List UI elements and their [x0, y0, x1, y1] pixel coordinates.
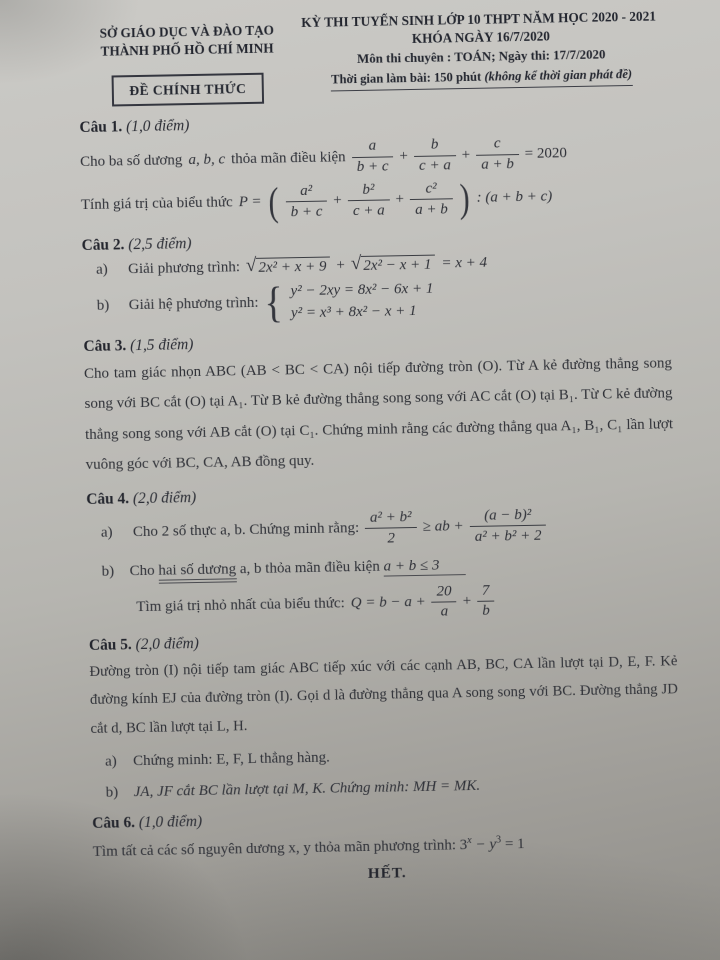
item-label: b)	[96, 297, 110, 314]
exam-header	[78, 8, 668, 107]
question-2-heading	[81, 226, 669, 255]
question-4b	[87, 549, 675, 584]
sqrt-radical: √ 2x² − x + 1	[351, 254, 436, 275]
question-1-heading	[79, 109, 667, 138]
fraction: $\frac{a}{b + c}$	[351, 138, 393, 176]
question-6-heading	[92, 804, 680, 833]
question-points: (1,0 điểm)	[138, 812, 203, 831]
fraction: $\frac{7}{b}$	[477, 582, 495, 620]
math-tail: : (a + b + c)	[476, 188, 553, 207]
question-points: (2,0 điểm)	[132, 488, 197, 508]
math-tail: = 1	[501, 835, 525, 853]
question-5	[89, 626, 680, 804]
sqrt-radical: √ 2x² + x + 9	[246, 256, 331, 277]
question-3-body: Cho tam giác nhọn ABC (AB < BC < CA) nội tiếp đường tròn (O). Từ A kẻ đường thẳng song song với BC cắt (O) tại A₁. Từ B kẻ đường thẳng song song với AC cắt (O) tại B₁. Từ C kẻ đường thẳng song song với AB cắt (O) tại C₁. Chứng minh rằng các đường thẳng qua A₁, B₁, C₁ lần lượt vuông góc với BC, CA, AB đồng quy.	[83, 354, 674, 474]
question-5-body: Đường tròn (I) nội tiếp tam giác ABC tiếp xúc với các cạnh AB, BC, CA lần lượt tại D, E, F. Kẻ đường kính EJ của đường tròn (I). Gọi d là đường thẳng qua A song song với BC. Đường thẳng JD cắt d, BC lần lượt tại L, H.	[89, 653, 679, 737]
text: Tìm giá trị nhỏ nhất của biểu thức:	[136, 595, 345, 615]
item-label: a)	[95, 261, 108, 278]
org-line2: THÀNH PHỐ HỒ CHÍ MINH	[100, 40, 274, 59]
header-right-block	[295, 8, 667, 103]
question-1	[79, 109, 669, 225]
plus-sign: +	[333, 192, 342, 209]
subject-line: Môn thi chuyên : TOÁN; Ngày thi: 17/7/2020	[356, 47, 606, 66]
question-4	[86, 480, 676, 627]
equation-system	[290, 280, 433, 322]
header-left-block	[78, 15, 298, 107]
plus-sign: +	[336, 257, 346, 274]
question-points: (2,5 điểm)	[128, 234, 192, 253]
question-5a	[91, 739, 679, 774]
question-2	[81, 226, 671, 326]
question-label: Câu 4.	[86, 490, 130, 508]
official-exam-box: ĐỀ CHÍNH THỨC	[111, 73, 265, 107]
question-label: Câu 2.	[81, 235, 125, 254]
item-label: b)	[105, 784, 119, 801]
text: Giải phương trình:	[127, 259, 241, 278]
text: Tìm tất cả các số nguyên dương x, y thỏa mãn phương trình:	[92, 837, 460, 860]
math-rhs: = x + 4	[441, 254, 488, 272]
question-label: Câu 5.	[88, 636, 132, 655]
math-base: 3	[459, 836, 468, 854]
question-points: (1,0 điểm)	[125, 117, 190, 136]
plus-sign: +	[462, 592, 472, 609]
plus-sign: +	[399, 147, 409, 164]
plus-sign: +	[395, 191, 405, 208]
fraction: $\frac{\text{a²}}{b + c}$	[285, 183, 327, 221]
exam-session: KHÓA NGÀY 16/7/2020	[411, 28, 551, 46]
fraction: $\frac{20}{a}$	[431, 583, 457, 621]
math-exponent: x	[467, 834, 472, 846]
duration-line	[331, 67, 632, 92]
math-vars: a, b, c	[188, 151, 226, 168]
question-label: Câu 6.	[92, 813, 136, 832]
math-exponent: 3	[495, 834, 502, 846]
system-eq-1: y² − 2xy = 8x² − 6x + 1	[290, 280, 434, 299]
duration-line-wrap	[296, 64, 666, 92]
item-label: b)	[101, 563, 115, 580]
duration-note: (không kể thời gian phát đề)	[484, 66, 633, 84]
fraction: $\frac{b}{c + a}$	[414, 137, 456, 175]
math-middle: ≥ ab +	[422, 518, 464, 536]
end-of-exam-mark: HẾT.	[367, 863, 407, 882]
duration-text: Thời gian làm bài: 150 phút	[331, 69, 485, 87]
fraction: $\frac{\text{b²}}{c + a}$	[347, 181, 389, 219]
math-middle: − y	[471, 836, 497, 853]
fraction: $\frac{\text{c²}}{a + b}$	[410, 180, 453, 218]
text: thỏa mãn điều kiện	[230, 148, 346, 168]
text: Tính giá trị của biểu thức	[80, 194, 233, 214]
underlined-text: hai số dương	[158, 561, 236, 583]
text: Cho	[129, 562, 159, 579]
question-6	[92, 804, 681, 864]
question-1-condition	[80, 133, 669, 181]
question-points: (2,0 điểm)	[135, 635, 200, 654]
question-2a	[82, 250, 670, 281]
fraction: $\frac{\text{a² + b²}}{2}$	[365, 509, 417, 548]
exam-title: KỲ THI TUYỂN SINH LỚP 10 THPT NĂM HỌC 2020 - 2021	[301, 8, 657, 30]
question-4b-expression	[136, 579, 677, 626]
question-label: Câu 1.	[79, 118, 123, 137]
question-4-heading	[86, 480, 674, 509]
text: Cho 2 số thực a, b. Chứng minh rằng:	[132, 520, 360, 541]
question-6-body	[93, 829, 681, 864]
org-line1: SỞ GIÁO DỤC VÀ ĐÀO TẠO	[99, 22, 275, 41]
question-1-expression	[81, 176, 670, 224]
item-label: a)	[100, 524, 113, 541]
equals-value: = 2020	[524, 144, 568, 162]
system-eq-2: y² = x³ + 8x² − x + 1	[290, 302, 417, 321]
text: Giải hệ phương trình:	[128, 294, 259, 313]
math-q-equals: Q = b − a +	[350, 593, 426, 612]
math-p-equals: P =	[238, 194, 262, 211]
underlined-condition: a + b ≤ 3	[383, 557, 465, 576]
question-2b	[82, 276, 671, 326]
question-4a	[87, 504, 676, 552]
close-paren: )	[459, 176, 471, 222]
text: Chứng minh: E, F, L thẳng hàng.	[132, 749, 331, 769]
question-points: (1,5 điểm)	[129, 335, 194, 354]
text: Cho ba số dương	[79, 151, 183, 170]
system-brace: {	[264, 278, 284, 327]
fraction: $\frac{\text{(a − b)²}}{\text{a² + b² + 2}}$	[469, 507, 546, 546]
question-5b	[91, 770, 679, 805]
fraction: $\frac{c}{a + b}$	[476, 135, 519, 173]
question-label: Câu 3.	[83, 336, 127, 355]
plus-sign: +	[461, 146, 471, 163]
item-label: a)	[104, 753, 117, 770]
text: JA, JF cắt BC lần lượt tại M, K. Chứng minh: MH = MK.	[133, 777, 481, 800]
open-paren: (	[268, 180, 279, 225]
question-3	[83, 327, 674, 481]
text: a, b thỏa mãn điều kiện	[235, 558, 384, 577]
